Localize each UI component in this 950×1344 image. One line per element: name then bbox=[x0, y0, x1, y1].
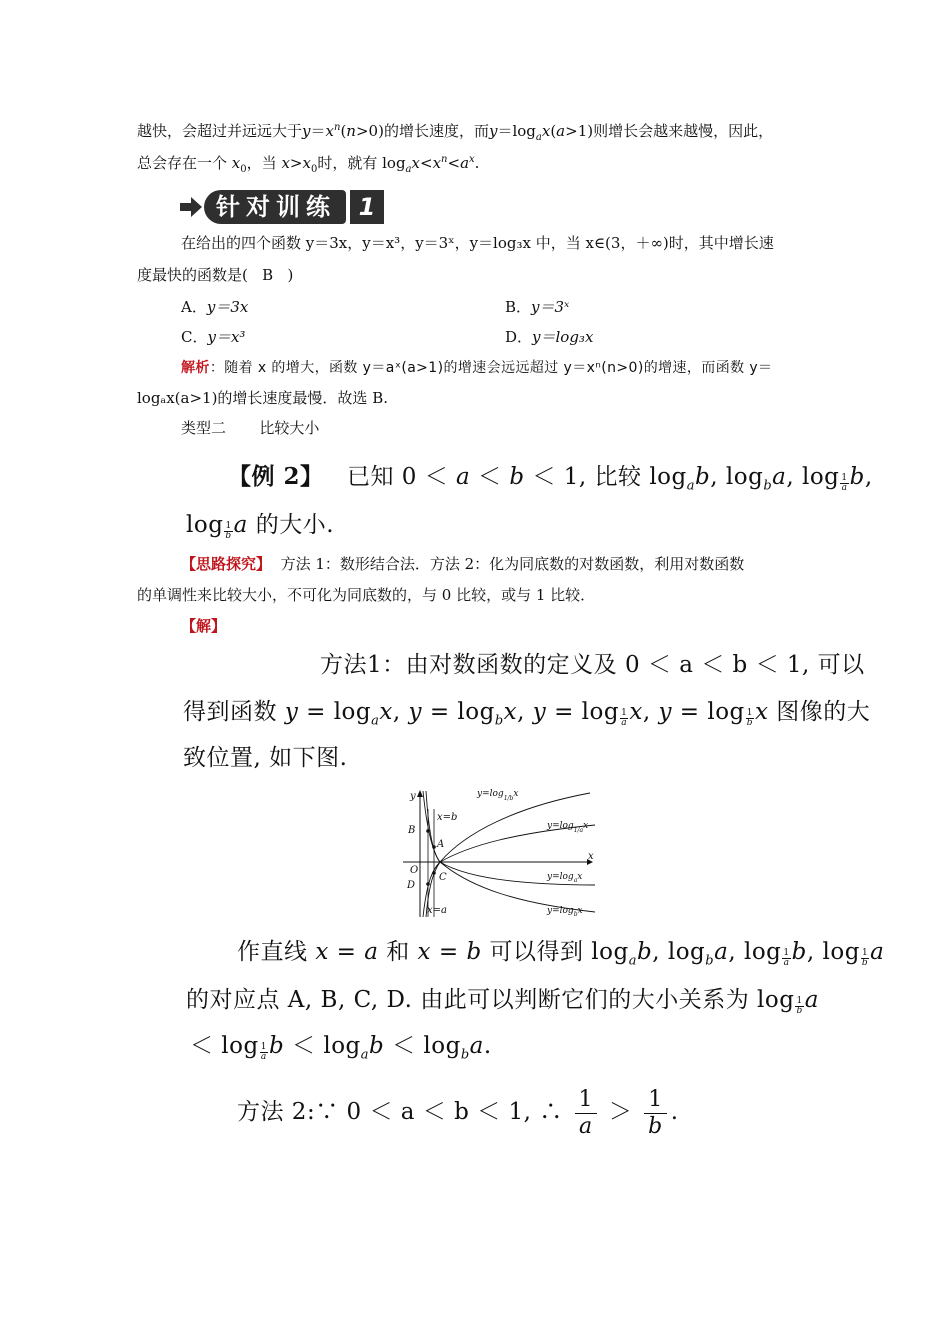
banner-title: 针对训练 bbox=[204, 190, 346, 224]
option-b: B．y＝3ˣ bbox=[505, 298, 570, 316]
label-curve-a: $y=\log_ax$ bbox=[547, 872, 583, 884]
label-x: x bbox=[588, 851, 594, 862]
label-o: O bbox=[410, 865, 419, 876]
method1-after-1: 作直线 x = a 和 x = b 可以得到 $\log_ab$, $\log_ba$, log $\frac{1}{a}$ b, log $\frac{1}{b}$ a bbox=[237, 939, 885, 969]
analysis-line-2: logₐx(a>1)的增长速度最慢．故选 B. bbox=[137, 389, 388, 407]
label-b: B bbox=[408, 825, 416, 836]
label-x-a: x=a bbox=[427, 905, 447, 916]
arrow-right-icon bbox=[180, 196, 202, 218]
label-c: C bbox=[439, 872, 447, 883]
example-line-2: log $\frac{1}{b}$ a 的大小. bbox=[186, 512, 335, 541]
point-d bbox=[426, 882, 430, 886]
method1-line-1: 方法1：由对数函数的定义及 0 ＜ a ＜ b ＜ 1, 可以 bbox=[320, 652, 865, 678]
banner-number: 1 bbox=[350, 190, 384, 224]
question-line-1: 在给出的四个函数 y＝3x，y＝x³，y＝3ˣ，y＝log₃x 中，当 x∈(3，＋∞)时，其中增长速 bbox=[181, 234, 774, 252]
method1-line-3: 致位置, 如下图. bbox=[183, 745, 348, 771]
option-a: A．y＝3x bbox=[181, 298, 249, 316]
example-line-1: 【例 2】 已知 0 ＜ a ＜ b ＜ 1, 比较 $\log_ab$, $\log_ba$, log $\frac{1}{a}$ b, bbox=[228, 463, 873, 494]
option-c: C．y＝x³ bbox=[181, 328, 246, 346]
solution-label: 【解】 bbox=[181, 617, 227, 635]
analysis-label: 解析 bbox=[181, 360, 210, 376]
label-curve-1-a: $y=\log_{1/a}x$ bbox=[547, 821, 589, 834]
point-b bbox=[426, 829, 430, 833]
method1-line-2: 得到函数 $y = \log_ax$, $y = \log_bx$, y = log $\frac{1}{a}$ x, y = log $\frac{1}{b}$ x 图像的大 bbox=[183, 699, 871, 729]
intro-line-1: 越快，会超过并远远大于$y=x^n(n>0)$的增长速度，而$y=\log_ax(a>1)$则增长会越来越慢，因此， bbox=[137, 122, 774, 143]
method1-after-2: 的对应点 A, B, C, D. 由此可以判断它们的大小关系为 log $\frac{1}{b}$ a bbox=[186, 987, 819, 1016]
point-a bbox=[432, 845, 436, 849]
label-x-b: x=b bbox=[437, 812, 458, 823]
label-y: y bbox=[410, 791, 416, 802]
option-d: D．y＝log₃x bbox=[505, 328, 594, 346]
point-c bbox=[432, 871, 436, 875]
example-tag: 【例 2】 bbox=[228, 463, 324, 490]
idea-line-1: 【思路探究】 方法 1：数形结合法．方法 2：化为同底数的对数函数，利用对数函数 bbox=[181, 555, 745, 573]
training-banner bbox=[180, 190, 384, 224]
analysis-line-1: 解析：随着 x 的增大，函数 y＝aˣ(a>1)的增速会远远超过 y＝xⁿ(n>0)的增速，而函数 y＝ bbox=[181, 360, 773, 376]
question-line-2: 度最快的函数是( B ) bbox=[137, 266, 294, 284]
label-curve-b: $y=\log_bx$ bbox=[547, 906, 583, 918]
method1-after-3: ＜ log $\frac{1}{a}$ $b < \log_ab < \log_ba$. bbox=[190, 1033, 492, 1063]
idea-line-2: 的单调性来比较大小，不可化为同底数的，与 0 比较，或与 1 比较． bbox=[137, 586, 596, 604]
label-d: D bbox=[407, 880, 416, 891]
y-axis-arrow bbox=[417, 790, 423, 797]
idea-label: 【思路探究】 bbox=[181, 555, 272, 573]
answer: B bbox=[262, 266, 274, 284]
type2-heading: 类型二 比较大小 bbox=[181, 419, 320, 437]
intro-line-2: 总会存在一个 $x_0$，当 $x>x_0$时，就有 $\log_ax<x^n<a^x$. bbox=[137, 154, 480, 175]
curve-log-b bbox=[426, 791, 595, 912]
method2-line: 方法 2:∵ 0 ＜ a ＜ b ＜ 1, ∴ $\frac{1}{a}$ ＞ $\frac{1}{b}$ . bbox=[237, 1086, 679, 1139]
label-curve-1-b: $y=\log_{1/b}x$ bbox=[477, 789, 519, 802]
label-a: A bbox=[437, 839, 445, 850]
log-graph bbox=[395, 785, 610, 920]
